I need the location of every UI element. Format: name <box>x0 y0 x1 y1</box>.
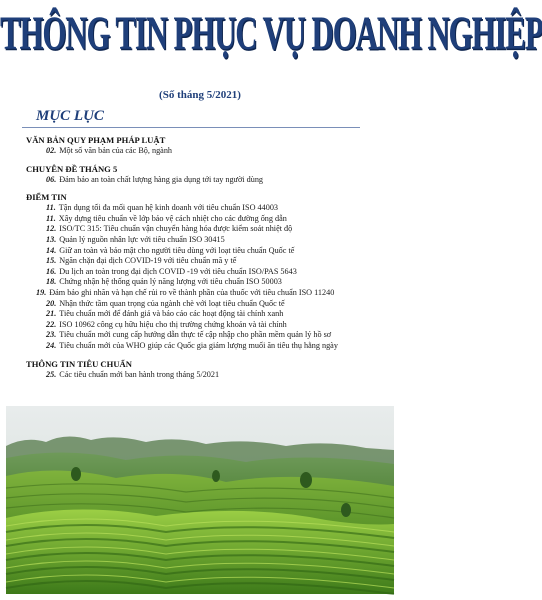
page-number: 24. <box>46 340 57 350</box>
toc-entry[interactable] <box>26 330 392 341</box>
issue-number: (Số tháng 5/2021) <box>159 89 241 101</box>
section-heading: VĂN BẢN QUY PHẠM PHÁP LUẬT <box>26 135 166 145</box>
entry-title: Đảm bảo an toàn chất lượng hàng gia dụng tới tay người dùng <box>59 174 264 184</box>
table-of-contents <box>26 135 392 387</box>
toc-entry[interactable] <box>16 288 392 299</box>
entry-title: Tiêu chuẩn mới cung cấp hướng dẫn thực tế cập nhập cho phần mềm quản lý hồ sơ <box>59 330 332 340</box>
page-number: 16. <box>46 266 57 276</box>
page-number: 23. <box>46 330 57 340</box>
page-number: 02. <box>46 146 57 155</box>
section-heading: CHUYÊN ĐỀ THÁNG 5 <box>26 163 118 174</box>
page-number: 06. <box>46 174 57 184</box>
page-number: 22. <box>46 319 57 329</box>
page-number: 21. <box>46 309 57 319</box>
entry-title: Du lịch an toàn trong đại dịch COVID -19 với tiêu chuẩn ISO/PAS 5643 <box>59 266 297 276</box>
toc-entry[interactable] <box>26 203 392 214</box>
page-number: 12. <box>46 224 57 234</box>
page-number: 19. <box>36 287 47 297</box>
entry-title: Giữ an toàn và bảo mật cho người tiêu dùng với loạt tiêu chuẩn Quốc tế <box>59 245 295 255</box>
toc-entry[interactable] <box>26 370 392 381</box>
toc-entry[interactable] <box>26 256 392 267</box>
toc-entry[interactable] <box>26 267 392 278</box>
toc-title: MỤC LỤC <box>36 108 104 124</box>
entry-title: Chứng nhận hệ thống quản lý năng lượng với tiêu chuẩn ISO 50003 <box>59 277 282 287</box>
page-number: 15. <box>46 256 57 266</box>
entry-title: ISO/TC 315: Tiêu chuẩn vận chuyển hàng hóa được kiểm soát nhiệt độ <box>59 224 293 234</box>
toc-entry[interactable] <box>26 235 392 246</box>
entry-title: Một số văn bản của các Bộ, ngành <box>59 146 173 155</box>
toc-entry[interactable] <box>26 246 392 257</box>
entry-title: Tiêu chuẩn mới để đánh giá và báo cáo các hoạt động tài chính xanh <box>59 309 284 319</box>
entry-title: Đảm bảo ghi nhãn và hạn chế rủi ro về thành phần của thuốc với tiêu chuẩn ISO 11240 <box>49 287 335 297</box>
tea-plantation-illustration <box>6 406 394 594</box>
toc-divider <box>22 127 360 128</box>
toc-entry[interactable] <box>26 175 392 186</box>
page-number: 14. <box>46 245 57 255</box>
section-heading: ĐIỂM TIN <box>26 192 67 203</box>
section-heading: THÔNG TIN TIÊU CHUẨN <box>26 358 132 369</box>
toc-entry[interactable] <box>26 320 392 331</box>
toc-entry[interactable] <box>26 146 392 157</box>
toc-section-feature <box>26 164 392 186</box>
entry-title: Ngăn chặn đại dịch COVID-19 với tiêu chuẩn mã y tế <box>59 256 237 266</box>
entry-title: Quản lý nguồn nhân lực với tiêu chuẩn ISO 30415 <box>59 234 225 244</box>
masthead-title: THÔNG TIN PHỤC VỤ DOANH NGHIỆP <box>0 5 542 60</box>
toc-entry[interactable] <box>26 214 392 225</box>
toc-entry[interactable] <box>26 341 392 352</box>
page-number: 20. <box>46 298 57 308</box>
page-number: 11. <box>46 203 56 213</box>
entry-title: ISO 10962 công cụ hữu hiệu cho thị trường chứng khoán và tài chính <box>59 319 287 329</box>
entry-title: Nhận thức tầm quan trọng của ngành chè với loạt tiêu chuẩn Quốc tế <box>59 298 285 308</box>
page-number: 25. <box>46 369 57 379</box>
page-number: 18. <box>46 277 57 287</box>
tea-plantation-photo <box>6 406 394 594</box>
toc-entry[interactable] <box>26 309 392 320</box>
toc-section-legal <box>26 135 392 157</box>
entry-title: Tận dụng tối đa mối quan hệ kinh doanh với tiêu chuẩn ISO 44003 <box>58 203 279 213</box>
toc-entry[interactable] <box>26 299 392 310</box>
toc-section-news <box>26 192 392 351</box>
entry-title: Xây dựng tiêu chuẩn về lớp bảo vệ cách nhiệt cho các đường ống dẫn <box>58 213 287 223</box>
toc-entry[interactable] <box>26 224 392 235</box>
page-number: 11. <box>46 213 56 223</box>
page-number: 13. <box>46 234 57 244</box>
toc-section-standards <box>26 359 392 381</box>
entry-title: Các tiêu chuẩn mới ban hành trong tháng 5/2021 <box>59 369 220 379</box>
toc-entry[interactable] <box>26 277 392 288</box>
entry-title: Tiêu chuẩn mới của WHO giúp các Quốc gia giám lượng muối ăn tiêu thụ hằng ngày <box>59 340 338 350</box>
